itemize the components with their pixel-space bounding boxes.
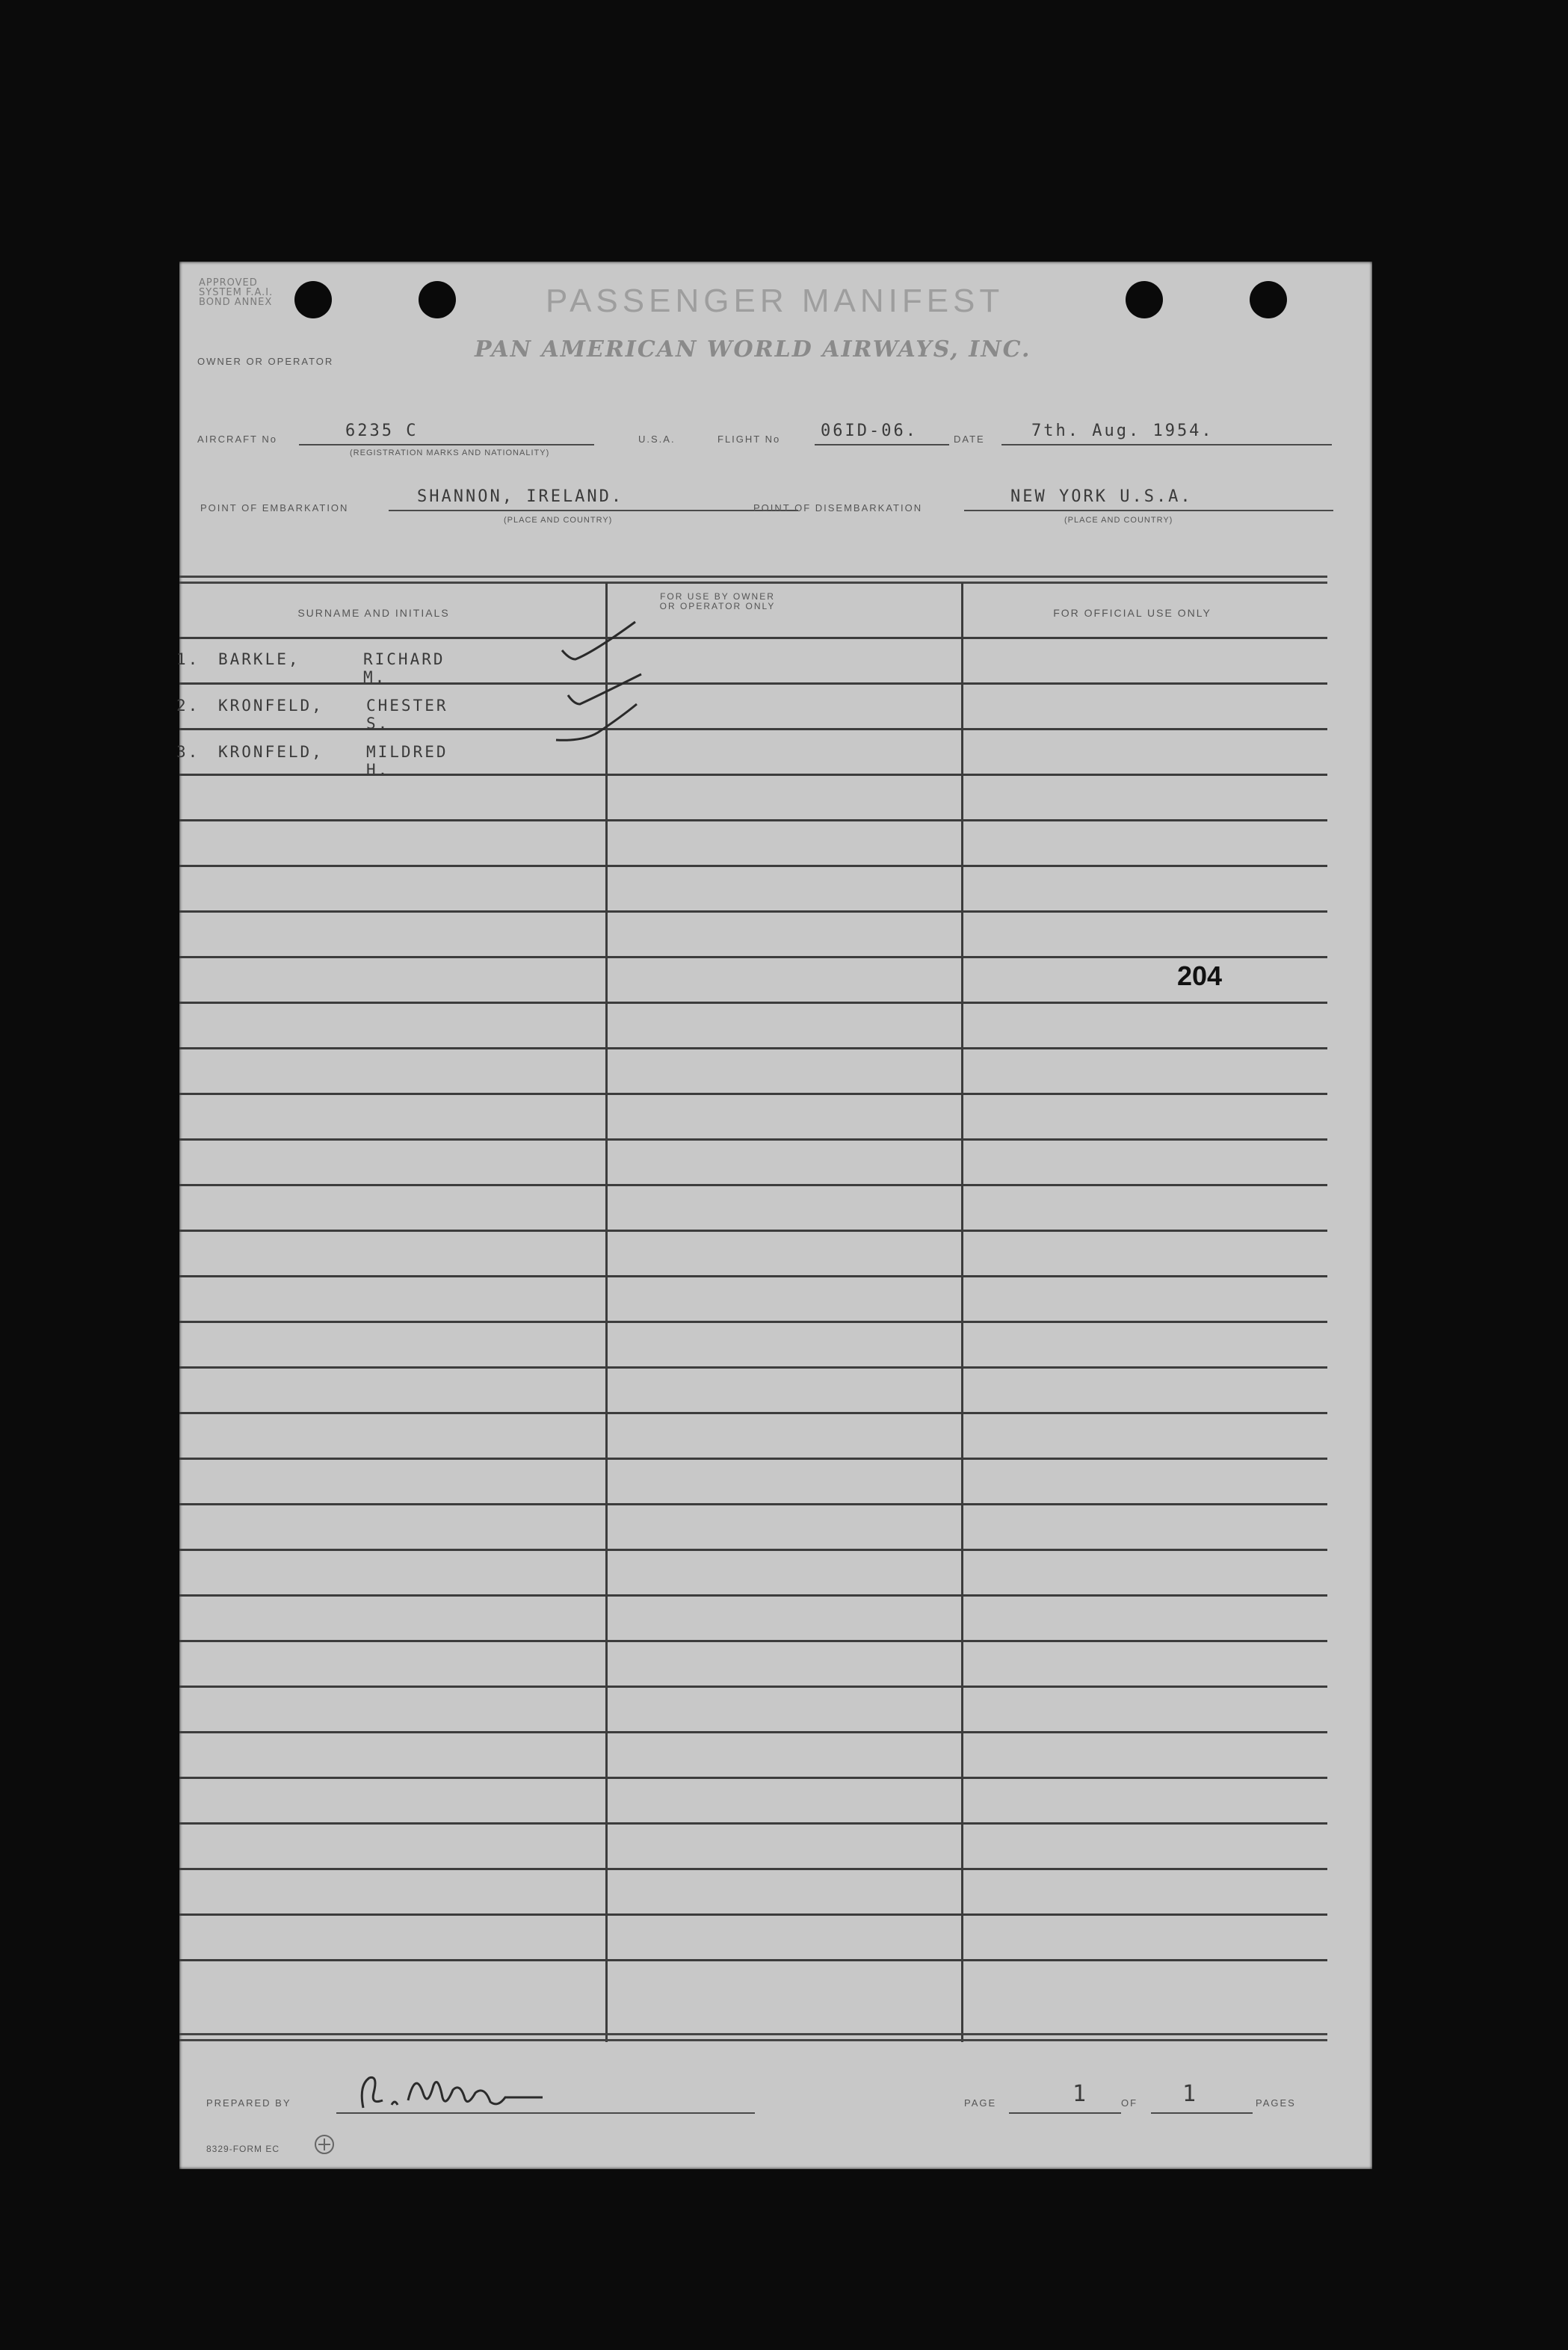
passenger-given: CHESTER S. — [366, 697, 448, 733]
row-rule — [179, 1321, 1327, 1323]
passenger-surname: KRONFELD, — [218, 743, 324, 761]
row-rule — [179, 1686, 1327, 1688]
embarkation-value: SHANNON, IRELAND. — [417, 487, 624, 506]
row-rule — [179, 1822, 1327, 1825]
manifest-sheet — [176, 262, 1372, 2169]
passenger-surname: KRONFELD, — [218, 697, 324, 715]
row-rule — [179, 1138, 1327, 1141]
punch-hole — [1250, 281, 1287, 318]
aircraft-sublabel: (REGISTRATION MARKS AND NATIONALITY) — [350, 448, 550, 457]
col-header-line: OR OPERATOR ONLY — [659, 601, 776, 611]
row-rule — [179, 1594, 1327, 1597]
page-value: 1 — [1072, 2081, 1089, 2107]
row-rule — [179, 1731, 1327, 1733]
row-rule — [179, 819, 1327, 821]
row-rule — [179, 1913, 1327, 1916]
owner-value: PAN AMERICAN WORLD AIRWAYS, INC. — [475, 336, 1031, 363]
col-header-operator — [605, 592, 830, 611]
punch-hole — [419, 281, 456, 318]
date-value: 7th. Aug. 1954. — [1031, 422, 1214, 440]
row-rule — [179, 682, 1327, 685]
approval-note — [199, 278, 273, 307]
page-label: PAGE — [964, 2097, 997, 2109]
punch-hole — [1126, 281, 1163, 318]
col-header-surname: SURNAME AND INITIALS — [297, 607, 450, 619]
underline — [389, 510, 798, 511]
row-rule — [179, 1640, 1327, 1642]
row-rule — [179, 1412, 1327, 1414]
of-label: OF — [1121, 2097, 1138, 2109]
seal-icon — [311, 2133, 338, 2156]
approval-line: APPROVED — [199, 277, 258, 289]
underline — [1001, 444, 1332, 445]
underline — [299, 444, 594, 445]
row-rule — [179, 865, 1327, 867]
passenger-number: 1. — [176, 650, 200, 668]
underline — [964, 510, 1333, 511]
row-rule — [179, 1184, 1327, 1186]
row-rule — [179, 1230, 1327, 1232]
underline — [1009, 2112, 1121, 2114]
flight-value: 06ID-06. — [821, 422, 918, 440]
pages-label: PAGES — [1256, 2097, 1296, 2109]
row-rule — [179, 1959, 1327, 1961]
row-rule — [179, 1093, 1327, 1095]
passenger-given: MILDRED H. — [366, 743, 448, 779]
check-marks — [553, 613, 643, 770]
check-mark-icon — [562, 622, 635, 659]
row-rule — [179, 1549, 1327, 1551]
table-top-rule — [179, 576, 1327, 578]
row-rule — [179, 1002, 1327, 1004]
approval-line: BOND ANNEX — [199, 297, 273, 308]
row-rule — [179, 1503, 1327, 1505]
row-rule — [179, 637, 1327, 639]
row-rule — [179, 1458, 1327, 1460]
of-value: 1 — [1182, 2081, 1199, 2107]
flight-label: FLIGHT No — [717, 434, 781, 445]
punch-hole — [294, 281, 332, 318]
underline — [815, 444, 949, 445]
owner-label: OWNER OR OPERATOR — [197, 356, 334, 367]
row-rule — [179, 910, 1327, 913]
passenger-number: 2. — [176, 697, 200, 715]
row-rule — [179, 1275, 1327, 1277]
usa-label: U.S.A. — [638, 434, 676, 445]
aircraft-value: 6235 C — [345, 422, 419, 440]
row-rule — [179, 774, 1327, 776]
stamp-number: 204 — [1177, 960, 1223, 991]
check-mark-icon — [556, 704, 637, 740]
passenger-surname: BARKLE, — [218, 650, 300, 668]
row-rule — [179, 1047, 1327, 1049]
signature — [356, 2063, 550, 2123]
col-header-official: FOR OFFICIAL USE ONLY — [1053, 607, 1212, 619]
row-rule — [179, 1777, 1327, 1779]
form-code: 8329-FORM EC — [206, 2144, 280, 2154]
row-rule — [179, 1868, 1327, 1870]
form-title: PASSENGER MANIFEST — [546, 283, 1004, 319]
embarkation-label: POINT OF EMBARKATION — [200, 502, 349, 514]
disembarkation-value: NEW YORK U.S.A. — [1010, 487, 1193, 506]
row-rule — [179, 1366, 1327, 1369]
approval-line: SYSTEM F.A.I. — [199, 287, 274, 298]
underline — [336, 2112, 755, 2114]
date-label: DATE — [954, 434, 985, 445]
embarkation-sublabel: (PLACE AND COUNTRY) — [504, 516, 613, 525]
disembarkation-label: POINT OF DISEMBARKATION — [753, 502, 923, 514]
underline — [1151, 2112, 1253, 2114]
check-mark-icon — [568, 674, 641, 704]
passenger-given: RICHARD M. — [363, 650, 445, 686]
aircraft-label: AIRCRAFT No — [197, 434, 277, 445]
passenger-number: 3. — [176, 743, 200, 761]
footer-rule — [179, 2039, 1327, 2041]
row-rule — [179, 956, 1327, 958]
row-rule — [179, 728, 1327, 730]
col-header-line: FOR USE BY OWNER — [660, 591, 775, 602]
table-top-rule — [179, 582, 1327, 584]
prepared-label: PREPARED BY — [206, 2097, 291, 2109]
disembarkation-sublabel: (PLACE AND COUNTRY) — [1064, 516, 1173, 525]
footer-rule — [179, 2033, 1327, 2035]
